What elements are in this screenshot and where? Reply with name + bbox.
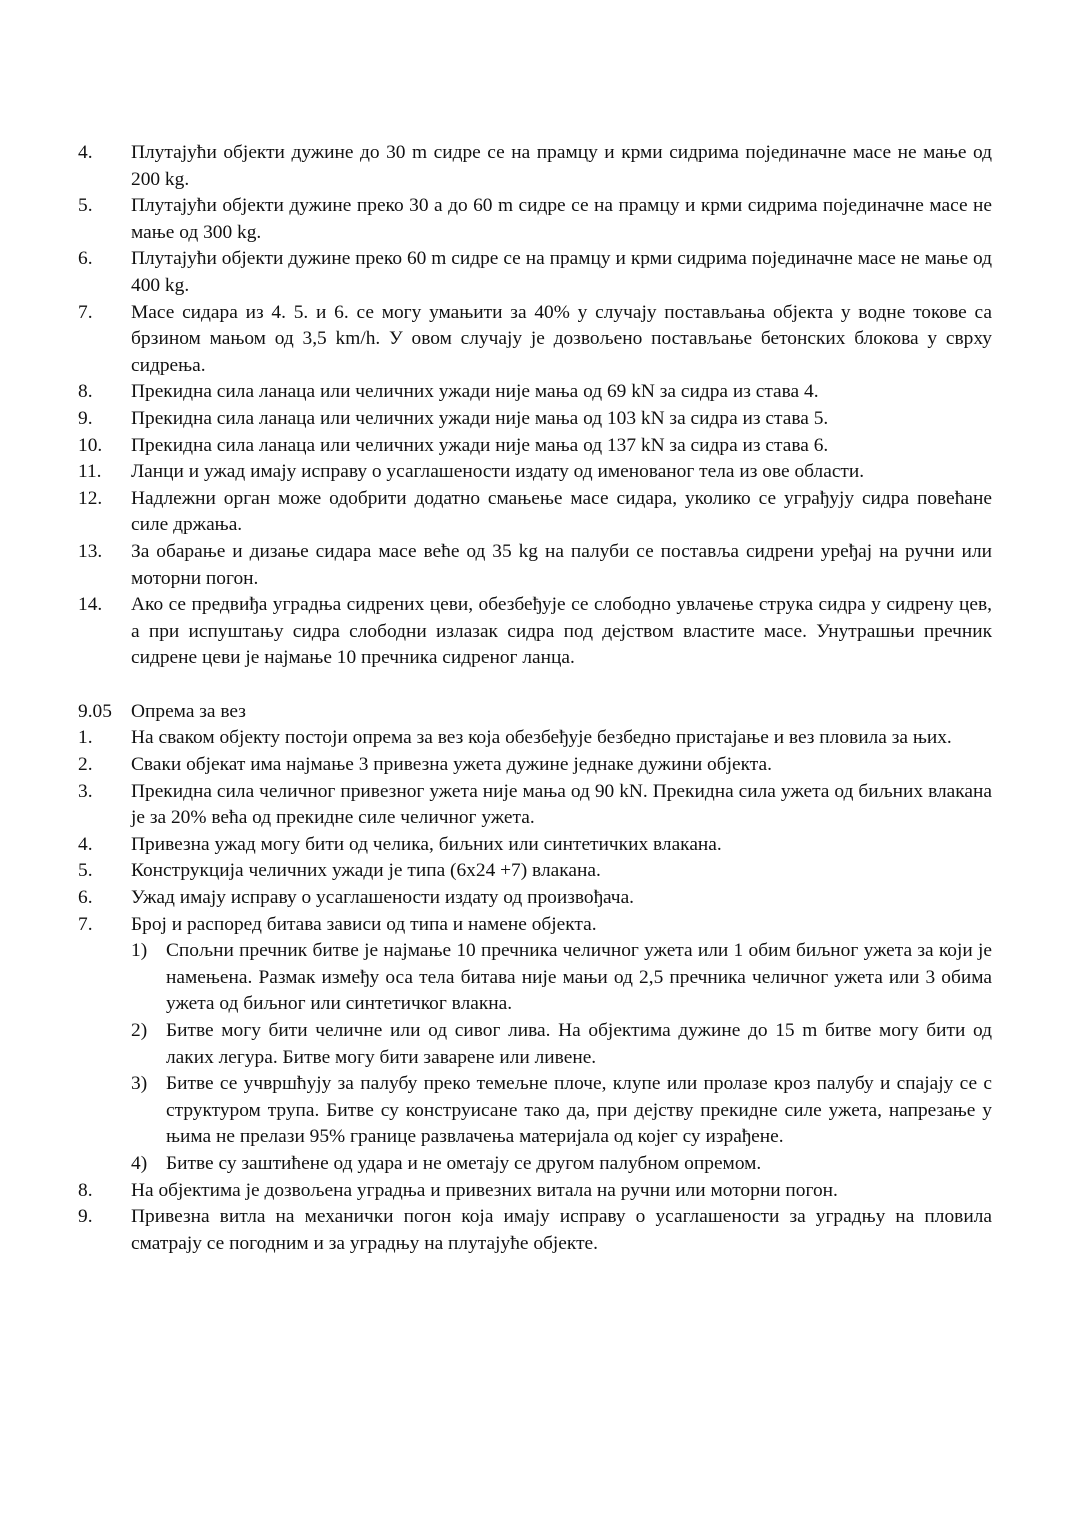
item-text: Сваки објекат има најмање 3 привезна ужета дужине једнаке дужини објекта. [131, 754, 772, 776]
mooring-list [78, 725, 992, 1257]
item-text: За обарање и дизање сидара масе веће од 35 kg на палуби се поставља сидрени уређај на ручни или моторни погон. [131, 540, 992, 589]
sub-item-number: 4) [131, 1152, 148, 1174]
item-number: 3. [78, 780, 93, 802]
sub-list-item [131, 1071, 992, 1151]
list-item [78, 858, 992, 885]
list-item [78, 752, 992, 779]
item-text: Ланци и ужад имају исправу о усаглашености издату од именованог тела из ове области. [131, 461, 865, 483]
item-text: Привезна витла на механички погон која имају исправу о усаглашености за уградњу на пловила сматрају се погодним и за уградњу на плутајуће објекте. [131, 1206, 992, 1254]
list-item [78, 832, 992, 859]
item-number: 2. [78, 754, 93, 776]
list-item [78, 725, 992, 752]
item-number: 14. [78, 594, 103, 616]
item-text: Ужад имају исправу о усаглашености издату од произвођача. [131, 887, 635, 909]
list-item [78, 1178, 992, 1205]
sub-item-text: Битве се учвршћују за палубу преко темељне плоче, клупе или пролазе кроз палубу и спајају се с структуром трупа. Битве су конструисане тако да, при дејству прекидне силе ужета, напрезање у њима не прелази 95% границе развлачења материјала од којег су израђене. [166, 1073, 992, 1148]
item-number: 6. [78, 887, 93, 909]
item-number: 6. [78, 248, 93, 270]
sub-item-text: Битве могу бити челичне или од сивог лива. На објектима дужине до 15 m битве могу бити од лаких легура. Битве могу бити заварене или ливене. [166, 1020, 992, 1068]
list-item [78, 459, 992, 486]
item-number: 4. [78, 833, 93, 855]
list-item [78, 592, 992, 672]
item-text: На сваком објекту постоји опрема за вез која обезбеђује безбедно пристајање и вез пловила за њих. [131, 727, 952, 749]
item-number: 8. [78, 381, 93, 403]
list-item [78, 406, 992, 433]
item-number: 5. [78, 195, 93, 217]
item-text: Прекидна сила ланаца или челичних ужади није мања од 69 kN за сидра из става 4. [131, 381, 819, 403]
item-number: 4. [78, 142, 93, 163]
list-item [78, 140, 992, 193]
item-text: Плутајући објекти дужине преко 30 а до 60 m сидре се на прамцу и крми сидрима појединачне масе не мање од 300 kg. [131, 195, 992, 243]
list-item [78, 246, 992, 299]
list-item [78, 379, 992, 406]
item-number: 7. [78, 913, 93, 935]
sub-list-item [131, 1151, 992, 1178]
anchor-list [78, 140, 992, 672]
item-text: Плутајући објекти дужине преко 60 m сидре се на прамцу и крми сидрима појединачне масе не мање од 400 kg. [131, 248, 992, 296]
item-text: Привезна ужад могу бити од челика, биљних или синтетичких влакана. [131, 833, 722, 855]
list-item [78, 193, 992, 246]
item-text: Плутајући објекти дужине до 30 m сидре се на прамцу и крми сидрима појединачне масе не мање од 200 kg. [131, 142, 992, 190]
section-heading [78, 699, 992, 726]
item-text: Ако се предвиђа уградња сидрених цеви, обезбеђује се слободно увлачење струка сидра у сидрену цев, а при испуштању сидра слободни излазак сидра под дејством властите масе. Унутрашњи пречник сидрене цеви је најмање 10 пречника сидреног ланца. [131, 594, 992, 669]
sub-item-number: 2) [131, 1020, 148, 1041]
item-number: 5. [78, 860, 93, 882]
item-text: Масе сидара из 4. 5. и 6. се могу умањити за 40% у случају постављања објекта у водне токове са брзином мањом од 3,5 km/h. У овом случају је дозвољено постављање бетонских блокова у сврху сидрења. [131, 301, 992, 376]
item-number: 10. [78, 434, 103, 456]
item-text: Надлежни орган може одобрити додатно смањење масе сидара, уколико се уграђују сидра повећане силе држања. [131, 487, 992, 536]
list-item [78, 885, 992, 912]
list-item [78, 779, 992, 832]
sub-item-text: Спољни пречник битве је најмање 10 пречника челичног ужета или 1 обим биљног ужета за који је намењена. Размак између оса тела битава није мањи од 2,5 пречника челичног ужета или 3 обима ужета од биљног или синтетичког влакна. [166, 940, 992, 1015]
list-item [78, 912, 992, 939]
sub-item-number: 1) [131, 940, 148, 962]
list-item [78, 300, 992, 380]
list-item [78, 539, 992, 592]
section-number: 9.05 [78, 700, 112, 722]
item-number: 9. [78, 407, 93, 429]
item-text: На објектима је дозвољена уградња и привезних витала на ручни или моторни погон. [131, 1179, 838, 1201]
item-number: 1. [78, 727, 93, 749]
section-title: Опрема за вез [131, 700, 246, 722]
list-item [78, 1204, 992, 1257]
item-text: Прекидна сила ланаца или челичних ужади није мања од 103 kN за сидра из става 5. [131, 407, 829, 429]
item-number: 7. [78, 301, 93, 323]
item-text: Прекидна сила ланаца или челичних ужади није мања од 137 kN за сидра из става 6. [131, 434, 829, 456]
item-number: 13. [78, 540, 103, 562]
sub-item-text: Битве су заштићене од удара и не ометају се другом палубном опремом. [166, 1152, 762, 1174]
sub-list-item [131, 938, 992, 1018]
item-number: 12. [78, 487, 103, 509]
bitt-sublist [78, 938, 992, 1177]
list-item [78, 433, 992, 460]
item-text: Прекидна сила челичног привезног ужета није мања од 90 kN. Прекидна сила ужета од биљних влакана је за 20% већа од прекидне силе челичног ужета. [131, 780, 992, 829]
list-item [78, 486, 992, 539]
item-number: 8. [78, 1179, 93, 1201]
sub-item-number: 3) [131, 1073, 148, 1095]
item-text: Конструкција челичних ужади је типа (6x24 +7) влакана. [131, 860, 601, 882]
item-text: Број и распоред битава зависи од типа и намене објекта. [131, 913, 597, 935]
document-page [78, 140, 992, 1257]
item-number: 11. [78, 461, 102, 483]
sub-list-item [131, 1018, 992, 1071]
item-number: 9. [78, 1206, 93, 1228]
